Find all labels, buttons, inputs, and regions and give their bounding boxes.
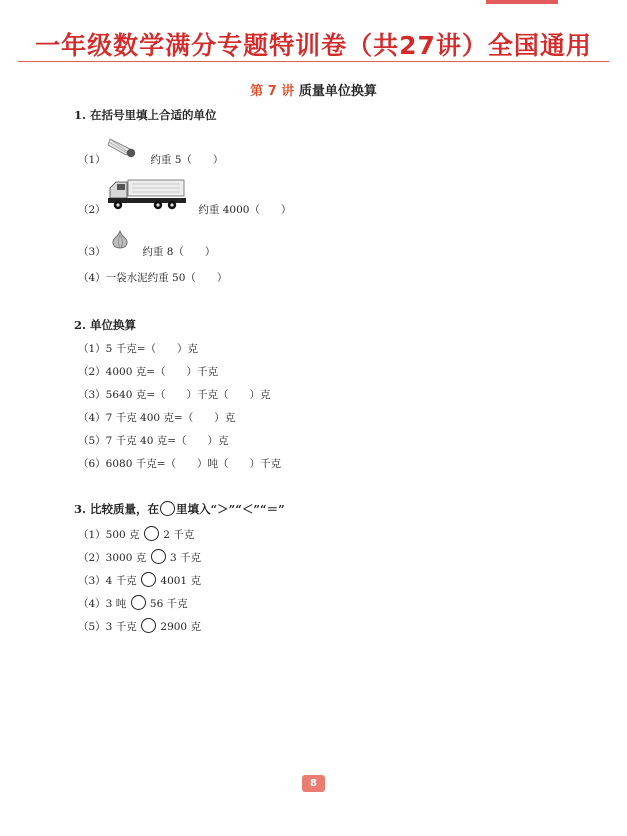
- answer-circle[interactable]: [144, 526, 159, 541]
- conversion-line-6: （6）6080 千克=（ ）吨（ ）千克: [78, 458, 282, 470]
- compare-item-4: （4）3 吨 56 千克: [78, 595, 188, 611]
- banner-title: 一年级数学满分专题特训卷（共27讲）全国通用: [35, 31, 592, 60]
- answer-circle[interactable]: [151, 549, 166, 564]
- conversion-line-1: （1）5 千克=（ ）克: [78, 343, 198, 355]
- banner-divider: [18, 61, 609, 62]
- truck-icon: [106, 176, 188, 212]
- section-1-item-4: （4）一袋水泥约重 50（ ）: [78, 272, 228, 284]
- compare-item-5: （5）3 千克 2900 克: [78, 618, 201, 634]
- section-1-item-2: （2） 约重 4000（ ）: [78, 204, 292, 216]
- lesson-title: 质量单位换算: [298, 84, 377, 99]
- answer-circle-icon: [160, 501, 175, 516]
- conversion-line-2: （2）4000 克=（ ）千克: [78, 366, 219, 378]
- compare-item-1: （1）500 克 2 千克: [78, 526, 194, 542]
- conversion-line-4: （4）7 千克 400 克=（ ）克: [78, 412, 236, 424]
- lesson-number: 第 7 讲: [250, 84, 295, 99]
- answer-circle[interactable]: [131, 595, 146, 610]
- answer-circle[interactable]: [141, 572, 156, 587]
- shuttlecock-icon: [106, 135, 142, 161]
- compare-item-3: （3）4 千克 4001 克: [78, 572, 201, 588]
- compare-item-2: （2）3000 克 3 千克: [78, 549, 201, 565]
- top-accent-bar: [486, 0, 558, 4]
- section-1-item-3: （3） 约重 8（ ）: [78, 246, 216, 258]
- answer-circle[interactable]: [141, 618, 156, 633]
- section-1-title: 1. 在括号里填上合适的单位: [74, 108, 217, 122]
- conversion-line-5: （5）7 千克 40 克=（ ）克: [78, 435, 229, 447]
- section-2-title: 2. 单位换算: [74, 318, 137, 332]
- page-number-badge: 8: [302, 775, 325, 792]
- section-3-title: 3. 比较质量，在 里填入“＞”“＜”“＝”: [74, 502, 285, 516]
- lesson-heading: [0, 80, 627, 99]
- garlic-icon: [110, 230, 130, 250]
- section-1-item-1: （1） 约重 5（ ）: [78, 154, 224, 166]
- conversion-line-3: （3）5640 克=（ ）千克（ ）克: [78, 389, 271, 401]
